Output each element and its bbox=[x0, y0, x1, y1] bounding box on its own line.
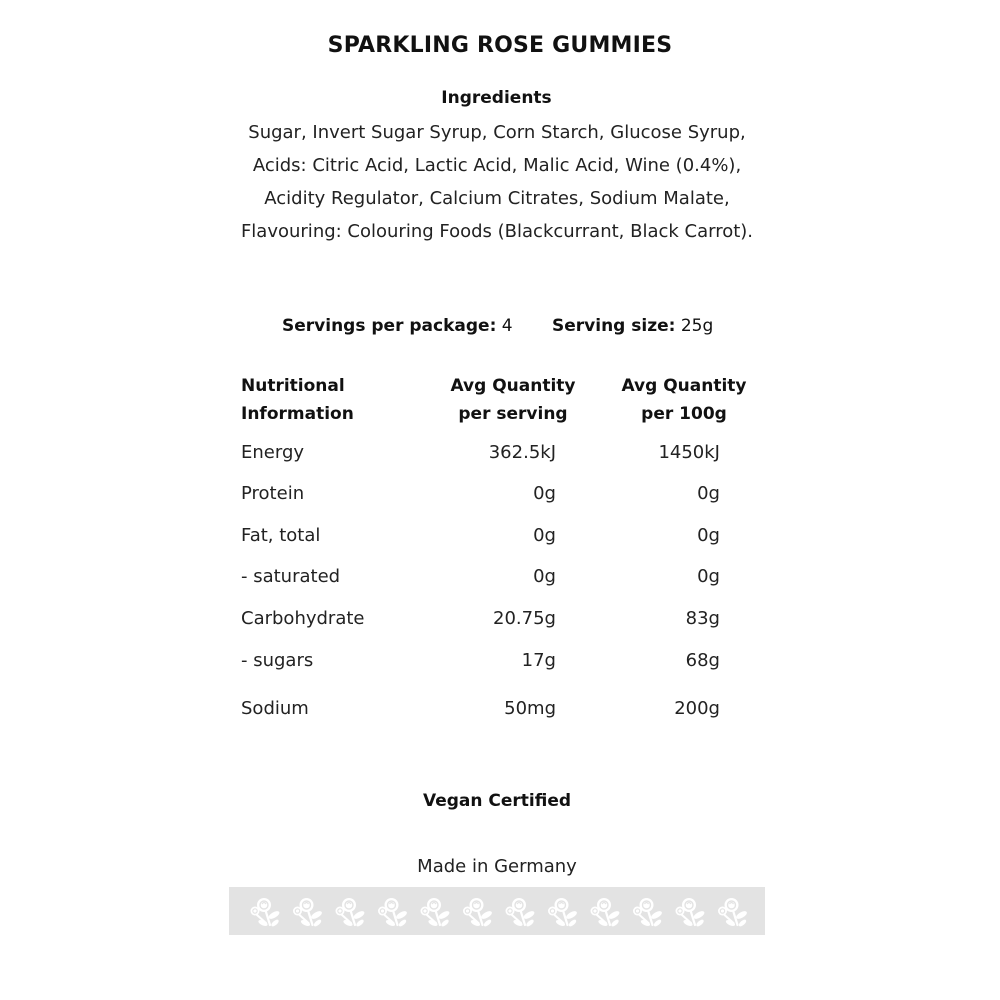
header-nutritional-information bbox=[241, 372, 354, 428]
header-col1-line1: Nutritional bbox=[241, 376, 345, 396]
row-per-100g: 83g bbox=[685, 608, 720, 629]
table-row-sugars bbox=[0, 650, 1000, 680]
rose-flower-icon bbox=[506, 898, 536, 928]
table-row-carbohydrate bbox=[0, 608, 1000, 638]
table-row-energy bbox=[0, 442, 1000, 472]
row-per-serving: 0g bbox=[533, 483, 556, 504]
table-row-protein bbox=[0, 483, 1000, 513]
header-col3-line2: per 100g bbox=[641, 404, 727, 424]
row-label: Fat, total bbox=[241, 525, 321, 546]
serving-size-value: 25g bbox=[675, 316, 714, 336]
row-per-100g: 0g bbox=[697, 483, 720, 504]
row-per-100g: 200g bbox=[674, 698, 720, 719]
rose-pattern bbox=[229, 887, 765, 935]
rose-flower-icon bbox=[293, 898, 323, 928]
rose-flower-icon bbox=[548, 898, 578, 928]
servings-per-package-label: Servings per package: bbox=[282, 316, 497, 336]
rose-pattern-band bbox=[229, 887, 765, 935]
rose-flower-icon bbox=[718, 898, 748, 928]
table-row-sodium bbox=[0, 698, 1000, 728]
header-col1-line2: Information bbox=[241, 404, 354, 424]
table-row-saturated bbox=[0, 566, 1000, 596]
rose-flower-icon bbox=[378, 898, 408, 928]
rose-flower-icon bbox=[251, 898, 281, 928]
rose-flower-icon bbox=[633, 898, 663, 928]
row-per-100g: 1450kJ bbox=[658, 442, 720, 463]
header-per-serving bbox=[430, 372, 596, 428]
rose-flower-icon bbox=[421, 898, 451, 928]
row-label: Sodium bbox=[241, 698, 309, 719]
row-per-serving: 0g bbox=[533, 525, 556, 546]
row-per-100g: 0g bbox=[697, 525, 720, 546]
row-label: Protein bbox=[241, 483, 305, 504]
row-per-serving: 362.5kJ bbox=[488, 442, 556, 463]
made-in-label: Made in Germany bbox=[417, 856, 577, 877]
row-per-serving: 50mg bbox=[504, 698, 556, 719]
row-per-serving: 17g bbox=[521, 650, 556, 671]
vegan-certified-label: Vegan Certified bbox=[422, 791, 572, 811]
row-label: - sugars bbox=[241, 650, 314, 671]
table-row-fat-total bbox=[0, 525, 1000, 555]
row-label: - saturated bbox=[241, 566, 341, 587]
row-per-100g: 68g bbox=[685, 650, 720, 671]
header-per-100g bbox=[604, 372, 764, 428]
ingredients-text: Sugar, Invert Sugar Syrup, Corn Starch, Glucose Syrup, Acids: Citric Acid, Lactic Acid, Malic Acid, Wine (0.4%), Acidity Regulator, Calcium Citrates, Sodium Malate, Flavouring: Colouring Foods (Blackcurrant, Black Carrot). bbox=[240, 122, 754, 242]
row-per-serving: 0g bbox=[533, 566, 556, 587]
product-title: SPARKLING ROSE GUMMIES bbox=[327, 33, 673, 58]
row-per-serving: 20.75g bbox=[493, 608, 556, 629]
row-per-100g: 0g bbox=[697, 566, 720, 587]
serving-size-label: Serving size: bbox=[552, 316, 676, 336]
header-col3-line1: Avg Quantity bbox=[621, 376, 747, 396]
row-label: Carbohydrate bbox=[241, 608, 365, 629]
row-label: Energy bbox=[241, 442, 305, 463]
header-col2-line2: per serving bbox=[458, 404, 568, 424]
rose-flower-icon bbox=[463, 898, 493, 928]
rose-flower-icon bbox=[336, 898, 366, 928]
rose-flower-icon bbox=[676, 898, 706, 928]
header-col2-line1: Avg Quantity bbox=[450, 376, 576, 396]
ingredients-heading: Ingredients bbox=[441, 88, 552, 108]
servings-per-package-value: 4 bbox=[496, 316, 513, 336]
rose-flower-icon bbox=[591, 898, 621, 928]
